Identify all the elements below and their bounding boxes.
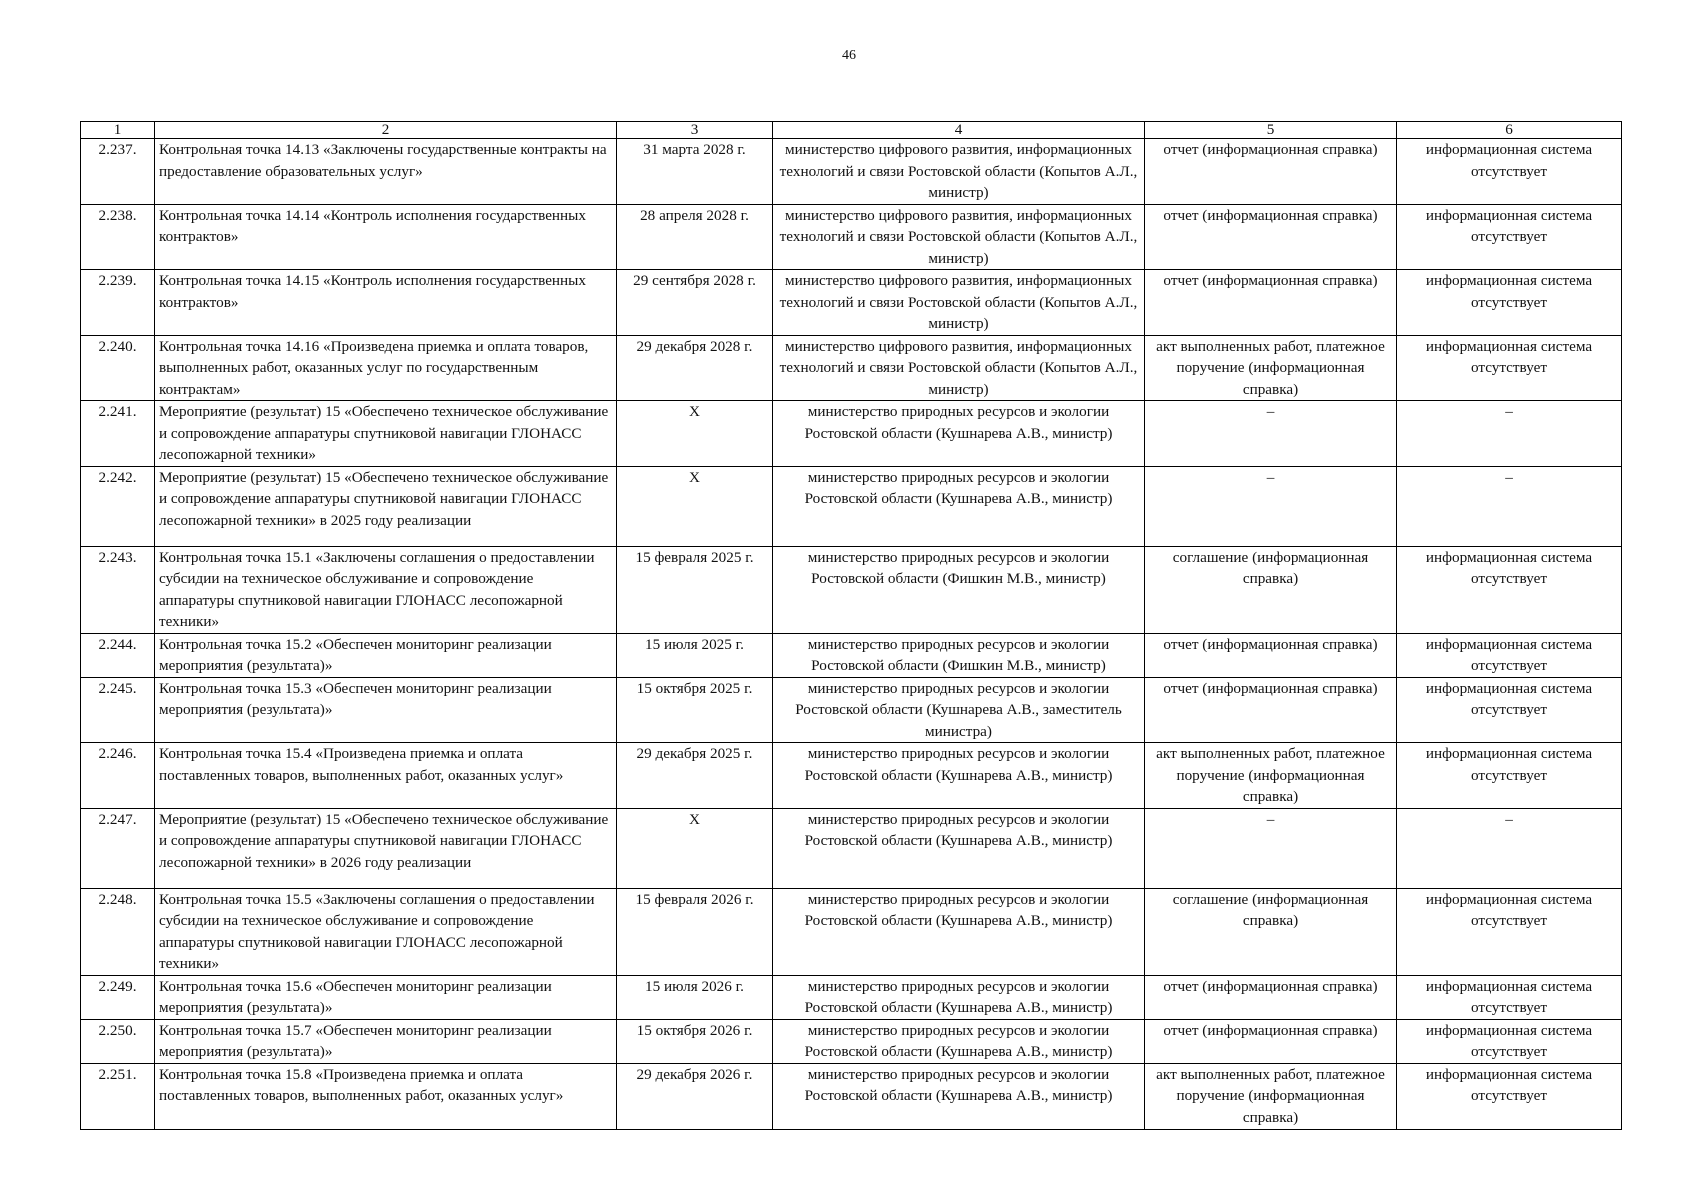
row-number: 2.249.: [81, 975, 155, 1019]
row-system: –: [1397, 401, 1622, 467]
row-document: отчет (информационная справка): [1145, 139, 1397, 205]
row-date: 15 октября 2025 г.: [617, 677, 773, 743]
table-row: [81, 677, 1622, 743]
row-responsible: министерство природных ресурсов и экологии Ростовской области (Кушнарева А.В., министр): [773, 743, 1145, 809]
page-number: 46: [842, 48, 856, 63]
row-system: информационная система отсутствует: [1397, 1063, 1622, 1129]
row-system: информационная система отсутствует: [1397, 975, 1622, 1019]
row-name: Мероприятие (результат) 15 «Обеспечено техническое обслуживание и сопровождение аппаратуры спутниковой навигации ГЛОНАСС лесопожарной техники» в 2026 году реализации: [155, 808, 617, 888]
table-row: [81, 633, 1622, 677]
row-responsible: министерство цифрового развития, информационных технологий и связи Ростовской области (Копытов А.Л., министр): [773, 139, 1145, 205]
row-date: 15 февраля 2026 г.: [617, 888, 773, 975]
table-row: [81, 743, 1622, 809]
column-number: 6: [1397, 122, 1622, 139]
row-date: 29 декабря 2026 г.: [617, 1063, 773, 1129]
row-responsible: министерство природных ресурсов и экологии Ростовской области (Кушнарева А.В., министр): [773, 975, 1145, 1019]
row-responsible: министерство цифрового развития, информационных технологий и связи Ростовской области (Копытов А.Л., министр): [773, 204, 1145, 270]
table-row: [81, 335, 1622, 401]
row-system: информационная система отсутствует: [1397, 1019, 1622, 1063]
row-date: 29 декабря 2028 г.: [617, 335, 773, 401]
row-date: X: [617, 401, 773, 467]
row-date: 15 октября 2026 г.: [617, 1019, 773, 1063]
row-number: 2.238.: [81, 204, 155, 270]
row-responsible: министерство цифрового развития, информационных технологий и связи Ростовской области (Копытов А.Л., министр): [773, 335, 1145, 401]
column-number: 4: [773, 122, 1145, 139]
row-number: 2.242.: [81, 466, 155, 546]
table-row: [81, 1063, 1622, 1129]
row-name: Контрольная точка 15.6 «Обеспечен мониторинг реализации мероприятия (результата)»: [155, 975, 617, 1019]
row-name: Контрольная точка 15.1 «Заключены соглашения о предоставлении субсидии на техническое обслуживание и сопровождение аппаратуры спутниковой навигации ГЛОНАСС лесопожарной техники»: [155, 546, 617, 633]
row-date: 15 июля 2026 г.: [617, 975, 773, 1019]
row-document: –: [1145, 466, 1397, 546]
column-number: 1: [81, 122, 155, 139]
row-document: акт выполненных работ, платежное поручение (информационная справка): [1145, 335, 1397, 401]
table-row: [81, 270, 1622, 336]
row-number: 2.241.: [81, 401, 155, 467]
row-date: 29 сентября 2028 г.: [617, 270, 773, 336]
row-responsible: министерство природных ресурсов и экологии Ростовской области (Кушнарева А.В., министр): [773, 1063, 1145, 1129]
row-responsible: министерство цифрового развития, информационных технологий и связи Ростовской области (Копытов А.Л., министр): [773, 270, 1145, 336]
table-row: [81, 975, 1622, 1019]
row-responsible: министерство природных ресурсов и экологии Ростовской области (Кушнарева А.В., министр): [773, 401, 1145, 467]
row-name: Контрольная точка 15.2 «Обеспечен мониторинг реализации мероприятия (результата)»: [155, 633, 617, 677]
row-system: –: [1397, 466, 1622, 546]
row-number: 2.248.: [81, 888, 155, 975]
row-system: информационная система отсутствует: [1397, 270, 1622, 336]
row-system: информационная система отсутствует: [1397, 888, 1622, 975]
table-row: [81, 888, 1622, 975]
row-number: 2.251.: [81, 1063, 155, 1129]
row-system: информационная система отсутствует: [1397, 633, 1622, 677]
row-number: 2.239.: [81, 270, 155, 336]
row-number: 2.246.: [81, 743, 155, 809]
row-name: Мероприятие (результат) 15 «Обеспечено техническое обслуживание и сопровождение аппаратуры спутниковой навигации ГЛОНАСС лесопожарной техники» в 2025 году реализации: [155, 466, 617, 546]
row-name: Контрольная точка 14.16 «Произведена приемка и оплата товаров, выполненных работ, оказанных услуг по государственным контрактам»: [155, 335, 617, 401]
table-row: [81, 466, 1622, 546]
column-number: 5: [1145, 122, 1397, 139]
row-name: Контрольная точка 15.5 «Заключены соглашения о предоставлении субсидии на техническое обслуживание и сопровождение аппаратуры спутниковой навигации ГЛОНАСС лесопожарной техники»: [155, 888, 617, 975]
column-number: 2: [155, 122, 617, 139]
row-document: соглашение (информационная справка): [1145, 888, 1397, 975]
table-row: [81, 401, 1622, 467]
row-document: отчет (информационная справка): [1145, 270, 1397, 336]
column-number-row: [81, 122, 1622, 139]
row-name: Контрольная точка 15.7 «Обеспечен мониторинг реализации мероприятия (результата)»: [155, 1019, 617, 1063]
row-number: 2.245.: [81, 677, 155, 743]
row-document: –: [1145, 401, 1397, 467]
column-number: 3: [617, 122, 773, 139]
row-system: –: [1397, 808, 1622, 888]
row-number: 2.240.: [81, 335, 155, 401]
row-system: информационная система отсутствует: [1397, 139, 1622, 205]
row-document: отчет (информационная справка): [1145, 1019, 1397, 1063]
row-responsible: министерство природных ресурсов и экологии Ростовской области (Кушнарева А.В., заместитель министра): [773, 677, 1145, 743]
row-date: 31 марта 2028 г.: [617, 139, 773, 205]
row-responsible: министерство природных ресурсов и экологии Ростовской области (Кушнарева А.В., министр): [773, 466, 1145, 546]
row-name: Контрольная точка 15.8 «Произведена приемка и оплата поставленных товаров, выполненных работ, оказанных услуг»: [155, 1063, 617, 1129]
row-date: 28 апреля 2028 г.: [617, 204, 773, 270]
row-system: информационная система отсутствует: [1397, 677, 1622, 743]
row-date: X: [617, 808, 773, 888]
row-responsible: министерство природных ресурсов и экологии Ростовской области (Кушнарева А.В., министр): [773, 1019, 1145, 1063]
row-responsible: министерство природных ресурсов и экологии Ростовской области (Фишкин М.В., министр): [773, 546, 1145, 633]
row-date: 29 декабря 2025 г.: [617, 743, 773, 809]
row-date: 15 февраля 2025 г.: [617, 546, 773, 633]
table-row: [81, 204, 1622, 270]
table-row: [81, 139, 1622, 205]
row-number: 2.250.: [81, 1019, 155, 1063]
row-name: Контрольная точка 14.15 «Контроль исполнения государственных контрактов»: [155, 270, 617, 336]
row-system: информационная система отсутствует: [1397, 204, 1622, 270]
row-number: 2.244.: [81, 633, 155, 677]
row-document: –: [1145, 808, 1397, 888]
row-document: соглашение (информационная справка): [1145, 546, 1397, 633]
row-number: 2.243.: [81, 546, 155, 633]
row-name: Контрольная точка 15.3 «Обеспечен мониторинг реализации мероприятия (результата)»: [155, 677, 617, 743]
row-name: Контрольная точка 15.4 «Произведена приемка и оплата поставленных товаров, выполненных работ, оказанных услуг»: [155, 743, 617, 809]
row-responsible: министерство природных ресурсов и экологии Ростовской области (Фишкин М.В., министр): [773, 633, 1145, 677]
row-document: отчет (информационная справка): [1145, 204, 1397, 270]
row-document: акт выполненных работ, платежное поручение (информационная справка): [1145, 1063, 1397, 1129]
row-document: акт выполненных работ, платежное поручение (информационная справка): [1145, 743, 1397, 809]
row-document: отчет (информационная справка): [1145, 677, 1397, 743]
row-date: X: [617, 466, 773, 546]
row-name: Мероприятие (результат) 15 «Обеспечено техническое обслуживание и сопровождение аппаратуры спутниковой навигации ГЛОНАСС лесопожарной техники»: [155, 401, 617, 467]
row-number: 2.247.: [81, 808, 155, 888]
row-responsible: министерство природных ресурсов и экологии Ростовской области (Кушнарева А.В., министр): [773, 888, 1145, 975]
table-row: [81, 1019, 1622, 1063]
table-row: [81, 546, 1622, 633]
row-number: 2.237.: [81, 139, 155, 205]
row-name: Контрольная точка 14.13 «Заключены государственные контракты на предоставление образовательных услуг»: [155, 139, 617, 205]
row-document: отчет (информационная справка): [1145, 975, 1397, 1019]
row-name: Контрольная точка 14.14 «Контроль исполнения государственных контрактов»: [155, 204, 617, 270]
row-system: информационная система отсутствует: [1397, 335, 1622, 401]
table-row: [81, 808, 1622, 888]
row-date: 15 июля 2025 г.: [617, 633, 773, 677]
row-document: отчет (информационная справка): [1145, 633, 1397, 677]
row-system: информационная система отсутствует: [1397, 743, 1622, 809]
control-points-table: [80, 121, 1622, 1130]
row-responsible: министерство природных ресурсов и экологии Ростовской области (Кушнарева А.В., министр): [773, 808, 1145, 888]
row-system: информационная система отсутствует: [1397, 546, 1622, 633]
